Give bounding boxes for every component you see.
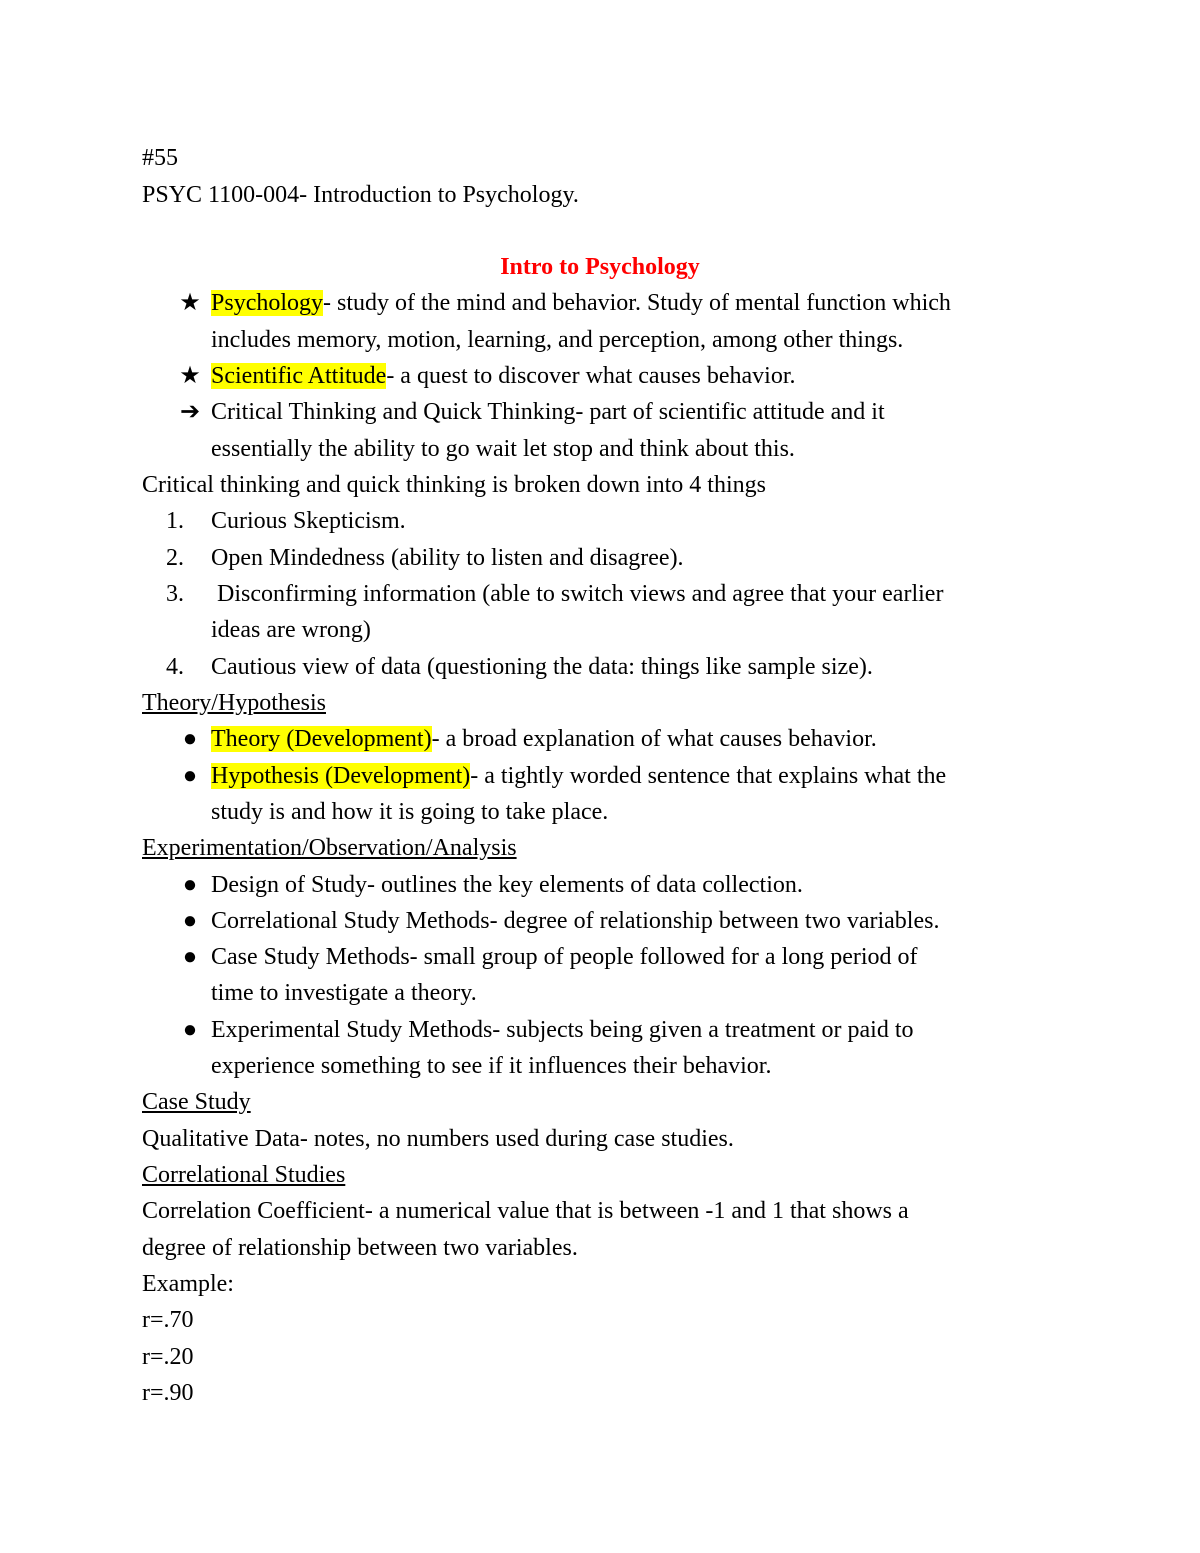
item-text: Correlational Study Methods- degree of relationship between two variables. [211,908,940,934]
highlighted-term: Hypothesis (Development) [211,763,471,789]
bullet-icon: ● [182,1017,198,1043]
item-text: Open Mindedness (ability to listen and disagree). [211,545,684,571]
star-icon: ★ [179,363,201,389]
item-text-continued: experience something to see if it influences their behavior. [211,1053,772,1079]
item-text: - a broad explanation of what causes behavior. [431,726,877,752]
section-heading-experimentation: Experimentation/Observation/Analysis [142,835,517,861]
item-text: - a tightly worded sentence that explains what the [470,763,947,789]
bullet-icon: ● [182,763,198,789]
list-number: 1. [166,508,184,534]
example-label: Example: [142,1271,234,1297]
item-text-continued: essentially the ability to go wait let stop and think about this. [211,436,795,462]
bullet-icon: ● [182,944,198,970]
page-title: Intro to Psychology [500,254,700,280]
item-text: Curious Skepticism. [211,508,406,534]
example-value: r=.70 [142,1307,194,1333]
item-text: - study of the mind and behavior. Study of mental function which [323,290,951,316]
item-text: Design of Study- outlines the key elements of data collection. [211,872,803,898]
highlighted-term: Scientific Attitude [211,363,387,389]
item-text-continued: time to investigate a theory. [211,980,477,1006]
star-icon: ★ [179,290,201,316]
doc-number: #55 [142,145,178,171]
section-heading-case-study: Case Study [142,1089,251,1115]
list-number: 2. [166,545,184,571]
critical-intro: Critical thinking and quick thinking is broken down into 4 things [142,472,766,498]
item-text: Experimental Study Methods- subjects being given a treatment or paid to [211,1017,914,1043]
item-text-continued: study is and how it is going to take place. [211,799,609,825]
highlighted-term: Psychology [211,290,324,316]
item-text: - a quest to discover what causes behavior. [386,363,796,389]
item-text: Cautious view of data (questioning the data: things like sample size). [211,654,873,680]
list-number: 3. [166,581,184,607]
item-text: Disconfirming information (able to switch views and agree that your earlier [211,581,944,607]
bullet-icon: ● [182,726,198,752]
example-value: r=.90 [142,1380,194,1406]
section-heading-correlational: Correlational Studies [142,1162,346,1188]
example-value: r=.20 [142,1344,194,1370]
highlighted-term: Theory (Development) [211,726,432,752]
case-study-text: Qualitative Data- notes, no numbers used during case studies. [142,1126,734,1152]
correlational-text-continued: degree of relationship between two variables. [142,1235,578,1261]
list-number: 4. [166,654,184,680]
arrow-icon: ➔ [179,399,201,425]
item-text: Case Study Methods- small group of people followed for a long period of [211,944,918,970]
course-title: PSYC 1100-004- Introduction to Psychology. [142,182,579,208]
item-text: Critical Thinking and Quick Thinking- part of scientific attitude and it [211,399,885,425]
correlational-text: Correlation Coefficient- a numerical value that is between -1 and 1 that shows a [142,1198,909,1224]
bullet-icon: ● [182,908,198,934]
item-text-continued: ideas are wrong) [211,617,371,643]
bullet-icon: ● [182,872,198,898]
item-text-continued: includes memory, motion, learning, and perception, among other things. [211,327,904,353]
section-heading-theory: Theory/Hypothesis [142,690,326,716]
